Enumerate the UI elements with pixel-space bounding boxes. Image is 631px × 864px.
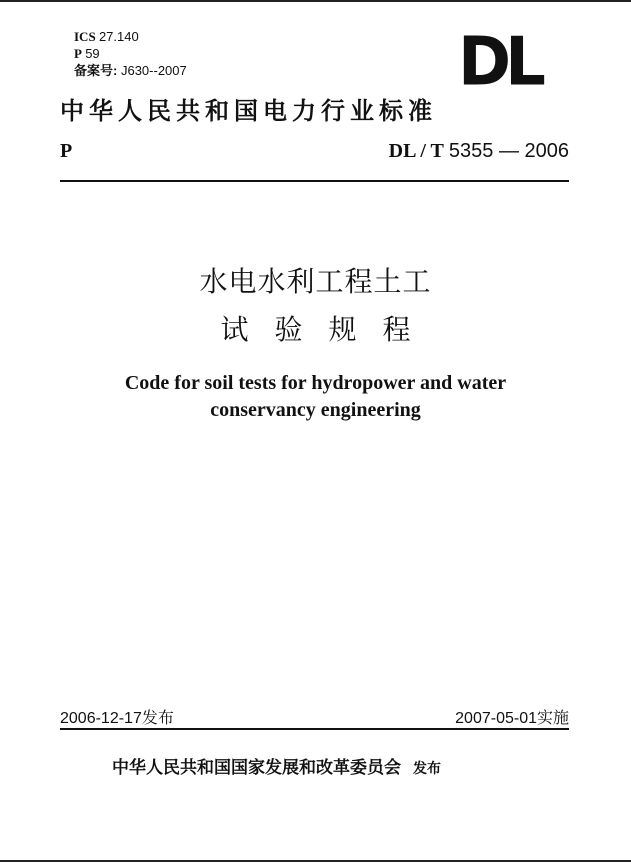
footer-divider — [60, 728, 569, 730]
issue-date: 2006-12-17发布 — [60, 710, 174, 727]
chinese-title-line1: 水电水利工程土工 — [199, 265, 432, 298]
dl-logo: DL — [458, 23, 540, 102]
industry-standard-title: 中华人民共和国电力行业标准 — [60, 96, 437, 125]
publisher-suffix: 发布 — [413, 761, 441, 777]
implementation-date: 2007-05-01实施 — [455, 710, 569, 727]
chinese-title-line2: 试验规程 — [220, 313, 437, 346]
english-title-line1: Code for soil tests for hydropower and water — [124, 372, 507, 394]
publisher-name: 中华人民共和国国家发展和改革委员会 — [112, 758, 401, 778]
p-code: P 59 — [74, 46, 100, 61]
bottom-border — [0, 860, 631, 862]
standard-number: DL / T 5355 — 2006 — [388, 140, 569, 162]
header-divider — [60, 180, 569, 182]
document-meta — [74, 28, 187, 79]
record-number: 备案号: J630--2007 — [74, 63, 187, 78]
top-border — [0, 0, 631, 2]
english-title — [0, 370, 631, 424]
english-title-line2: conservancy engineering — [210, 399, 421, 421]
classification-letter: P — [60, 140, 73, 162]
publisher — [112, 756, 441, 781]
ics-code: ICS 27.140 — [74, 29, 139, 44]
